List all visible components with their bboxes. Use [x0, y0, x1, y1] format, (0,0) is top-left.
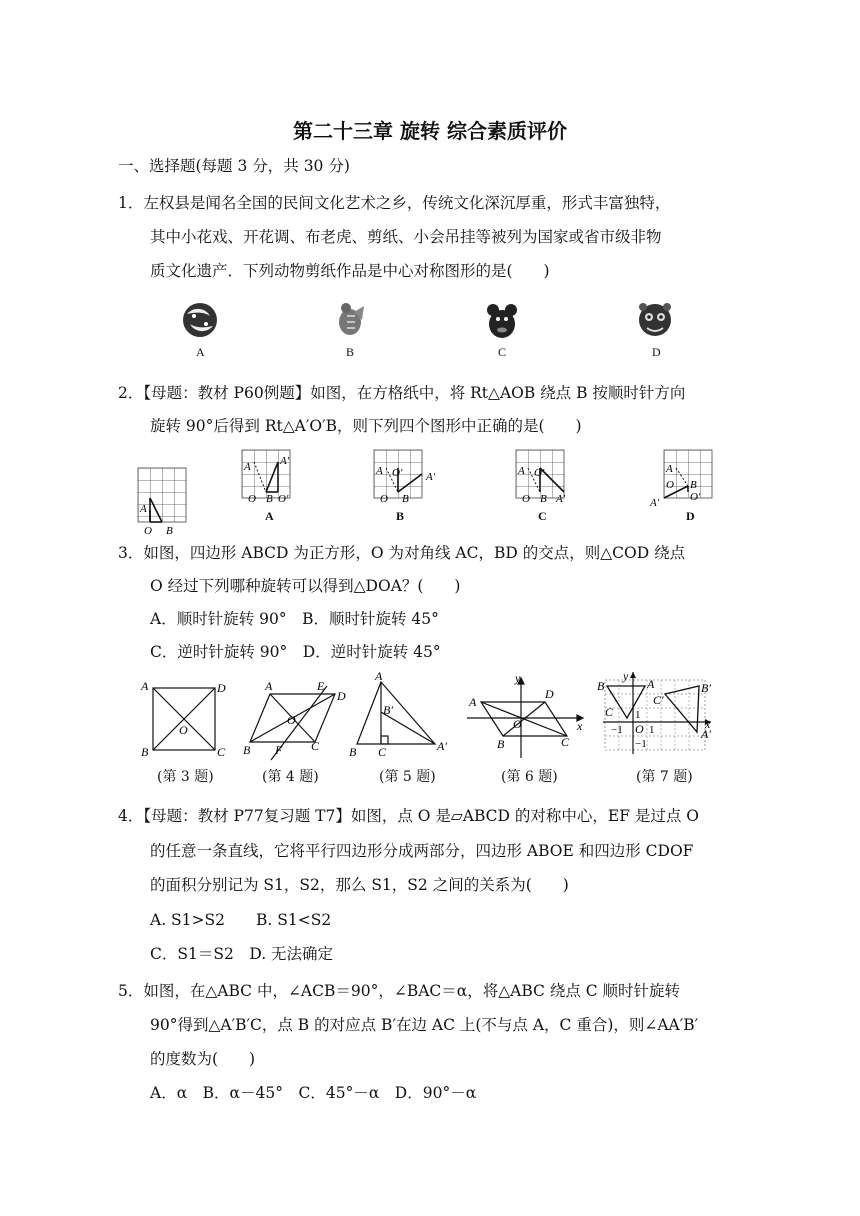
q2-option-a-label: A [265, 509, 274, 523]
svg-text:C: C [605, 705, 614, 719]
caption-q6: (第 6 题) [501, 769, 558, 785]
svg-text:B: B [540, 493, 547, 505]
svg-text:A′: A′ [556, 493, 566, 505]
q2-option-a-grid [242, 450, 290, 505]
caption-q7: (第 7 题) [636, 769, 693, 785]
q2-option-d-label: D [686, 509, 695, 523]
svg-text:B: B [497, 737, 505, 751]
q1-line-1: 1．左权县是闻名全国的民间文化艺术之乡，传统文化深沉厚重，形式丰富独特， [118, 194, 671, 212]
q3-q7-figures [135, 669, 735, 762]
svg-text:D: D [545, 687, 554, 701]
q2-option-c-grid [516, 450, 566, 505]
q5-line-3: 的度数为( ) [150, 1050, 256, 1068]
q4-options-2: C．S1＝S2 D. 无法确定 [150, 945, 334, 963]
q4-line-1: 4．【母题：教材 P77复习题 T7】如图，点 O 是▱ABCD 的对称中心，EF 是过点 O [118, 807, 700, 825]
q1-line-3: 质文化遗产．下列动物剪纸作品是中心对称图形的是( ) [150, 262, 550, 280]
papercut-fish-icon [183, 303, 217, 337]
caption-q4: (第 4 题) [262, 769, 319, 785]
q4-line-3: 的面积分别记为 S1，S2，那么 S1，S2 之间的关系为( ) [150, 876, 569, 894]
svg-text:O: O [513, 717, 522, 731]
q4-line-2: 的任意一条直线，它将平行四边形分成两部分，四边形 ABOE 和四边形 CDOF [150, 842, 694, 860]
svg-text:O: O [522, 493, 530, 505]
svg-text:A′: A′ [701, 727, 711, 741]
svg-text:A: A [140, 503, 147, 515]
q3-options-2: C．逆时针旋转 90° D．逆时针旋转 45° [150, 643, 441, 661]
svg-text:O: O [248, 493, 256, 505]
q1-option-a-label: A [196, 345, 205, 359]
svg-text:C: C [217, 745, 226, 759]
q3-line-1: 3．如图，四边形 ABCD 为正方形，O 为对角线 AC，BD 的交点，则△COD 绕点 [118, 544, 686, 562]
svg-text:B: B [266, 493, 273, 505]
svg-text:1: 1 [635, 709, 641, 721]
svg-text:O: O [666, 479, 674, 491]
q2-line-2: 旋转 90°后得到 Rt△A′O′B，则下列四个图形中正确的是( ) [150, 417, 582, 435]
q2-option-d-grid [649, 450, 712, 509]
svg-text:O: O [144, 525, 152, 537]
q5-line-1: 5．如图，在△ABC 中，∠ACB＝90°，∠BAC＝α，将△ABC 绕点 C 顺时针旋转 [118, 982, 681, 1000]
caption-q5: (第 5 题) [379, 769, 436, 785]
q3-options-1: A．顺时针旋转 90° B．顺时针旋转 45° [150, 610, 439, 628]
svg-text:A′: A′ [426, 471, 436, 483]
svg-text:E: E [317, 679, 325, 693]
svg-text:y: y [515, 671, 521, 685]
fig7-grid-triangles [603, 672, 711, 754]
svg-text:O: O [635, 722, 644, 736]
svg-text:O: O [380, 493, 388, 505]
papercut-mouse-icon [487, 304, 517, 338]
svg-text:x: x [577, 719, 583, 733]
q2-option-c-label: C [538, 509, 547, 523]
q3-line-2: O 经过下列哪种旋转可以得到△DOA？( ) [150, 577, 461, 595]
q1-option-c-label: C [498, 345, 507, 359]
svg-text:C′: C′ [653, 693, 664, 707]
svg-text:B: B [402, 493, 409, 505]
fig5-triangles [357, 682, 435, 744]
svg-text:C: C [378, 745, 387, 759]
svg-text:A: A [141, 679, 149, 693]
svg-text:A: A [244, 461, 251, 473]
svg-text:O: O [179, 723, 188, 737]
svg-text:B: B [243, 743, 251, 757]
svg-text:A: A [647, 677, 655, 691]
svg-text:O: O [287, 713, 296, 727]
svg-text:O′: O′ [392, 467, 403, 479]
q1-option-d-label: D [652, 345, 661, 359]
svg-text:−1: −1 [635, 738, 647, 750]
page-title: 第二十三章 旋转 综合素质评价 [293, 119, 567, 143]
svg-text:C: C [561, 735, 570, 749]
svg-text:A: A [265, 679, 273, 693]
q2-option-b-grid [374, 450, 436, 505]
svg-text:A: A [666, 463, 673, 475]
svg-text:A: A [518, 465, 525, 477]
q5-line-2: 90°得到△A′B′C，点 B 的对应点 B′在边 AC 上(不与点 A，C 重合)，则∠AA′B′ [150, 1016, 699, 1034]
svg-text:A′: A′ [437, 739, 447, 753]
caption-q3: (第 3 题) [157, 769, 214, 785]
q1-line-2: 其中小花戏、开花调、布老虎、剪纸、小会吊挂等被列为国家或省市级非物 [150, 228, 662, 246]
papercut-tiger-icon [639, 303, 671, 336]
svg-text:−1: −1 [611, 724, 623, 736]
svg-text:A: A [376, 465, 383, 477]
svg-text:O′: O′ [690, 491, 701, 503]
svg-text:A′: A′ [650, 497, 660, 509]
q5-options: A．α B．α－45° C．45°－α D．90°－α [150, 1084, 477, 1102]
svg-text:A: A [469, 695, 477, 709]
svg-text:B: B [166, 525, 173, 537]
svg-text:B′: B′ [383, 703, 393, 717]
q2-grid-figures [130, 446, 730, 537]
svg-text:A: A [375, 669, 383, 683]
svg-text:F: F [275, 743, 283, 757]
section-heading: 一、选择题(每题 3 分，共 30 分) [118, 157, 350, 175]
svg-text:B: B [141, 745, 149, 759]
q2-original-grid [138, 468, 186, 537]
svg-text:D: D [217, 681, 226, 695]
svg-text:B: B [690, 479, 697, 491]
q4-options-1: A. S1>S2 B. S1<S2 [150, 911, 332, 929]
svg-text:x: x [705, 717, 711, 731]
q2-line-1: 2．【母题：教材 P60例题】如图，在方格纸中，将 Rt△AOB 绕点 B 按顺时针方向 [118, 384, 686, 402]
svg-text:A′: A′ [280, 455, 290, 467]
q1-papercut-figures [175, 298, 695, 362]
svg-text:B: B [597, 679, 605, 693]
papercut-rooster-icon [339, 303, 364, 335]
q1-option-b-label: B [346, 345, 355, 359]
svg-text:y: y [623, 669, 629, 683]
q2-option-b-label: B [396, 509, 405, 523]
svg-text:1: 1 [649, 724, 655, 736]
svg-text:B′: B′ [701, 681, 711, 695]
svg-text:B: B [349, 745, 357, 759]
fig3-square [153, 688, 215, 750]
svg-text:D: D [337, 689, 346, 703]
svg-text:O′: O′ [278, 493, 289, 505]
svg-text:C: C [311, 739, 320, 753]
svg-text:O′: O′ [534, 467, 545, 479]
